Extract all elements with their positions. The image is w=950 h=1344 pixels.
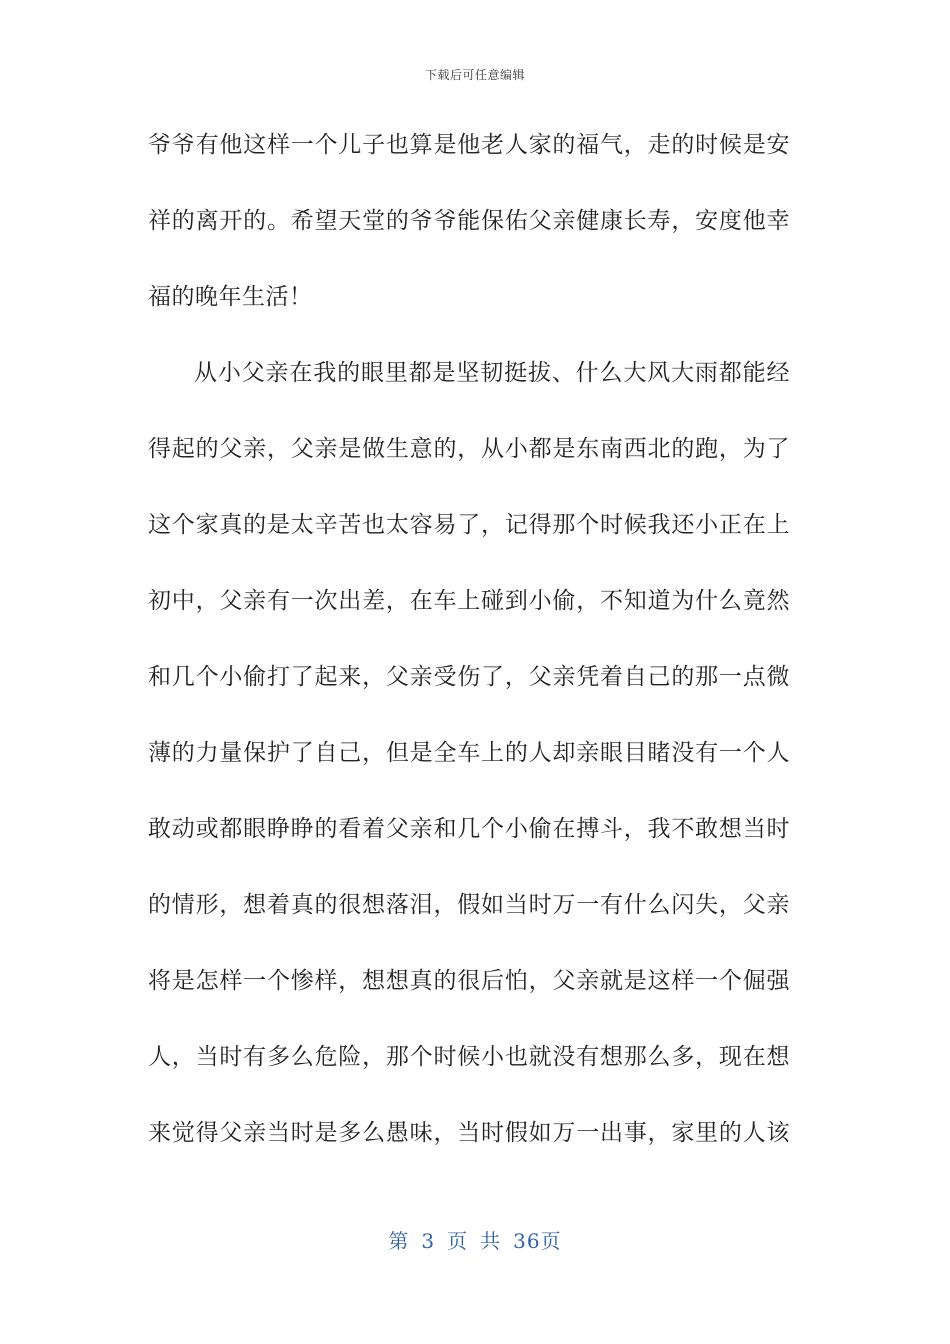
text-line: 这个家真的是太辛苦也太容易了，记得那个时候我还小正在上 bbox=[148, 512, 790, 538]
text-line: 得起的父亲，父亲是做生意的，从小都是东南西北的跑，为了 bbox=[148, 436, 790, 462]
total-pages: 36页 bbox=[513, 1229, 562, 1253]
text-line: 和几个小偷打了起来，父亲受伤了，父亲凭着自己的那一点微 bbox=[148, 664, 790, 690]
text-line: 的情形，想着真的很想落泪，假如当时万一有什么闪失，父亲 bbox=[148, 892, 790, 918]
text-line: 来觉得父亲当时是多么愚味，当时假如万一出事，家里的人该 bbox=[148, 1120, 790, 1146]
page-number-footer bbox=[0, 1225, 950, 1254]
text-line: 爷爷有他这样一个儿子也算是他老人家的福气，走的时候是安 bbox=[148, 132, 790, 158]
page-label: 第 bbox=[388, 1229, 410, 1253]
document-body bbox=[148, 125, 790, 1189]
text-line: 祥的离开的。希望天堂的爷爷能保佑父亲健康长寿，安度他幸 bbox=[148, 208, 790, 234]
current-page-number: 3 bbox=[421, 1229, 436, 1253]
text-line: 敢动或都眼睁睁的看着父亲和几个小偷在搏斗，我不敢想当时 bbox=[148, 816, 790, 842]
text-line: 薄的力量保护了自己，但是全车上的人却亲眼目睹没有一个人 bbox=[148, 740, 790, 766]
page-unit-label: 页 bbox=[447, 1229, 469, 1253]
text-line: 从小父亲在我的眼里都是坚韧挺拔、什么大风大雨都能经 bbox=[194, 360, 790, 386]
text-line: 将是怎样一个惨样，想想真的很后怕，父亲就是这样一个倔强 bbox=[148, 968, 790, 994]
text-line: 初中，父亲有一次出差，在车上碰到小偷，不知道为什么竟然 bbox=[148, 588, 790, 614]
page-header-note: 下载后可任意编辑 bbox=[424, 68, 525, 82]
total-label: 共 bbox=[480, 1229, 502, 1253]
text-line: 福的晚年生活！ bbox=[148, 284, 313, 310]
text-line: 人，当时有多么危险，那个时候小也就没有想那么多，现在想 bbox=[148, 1044, 790, 1070]
